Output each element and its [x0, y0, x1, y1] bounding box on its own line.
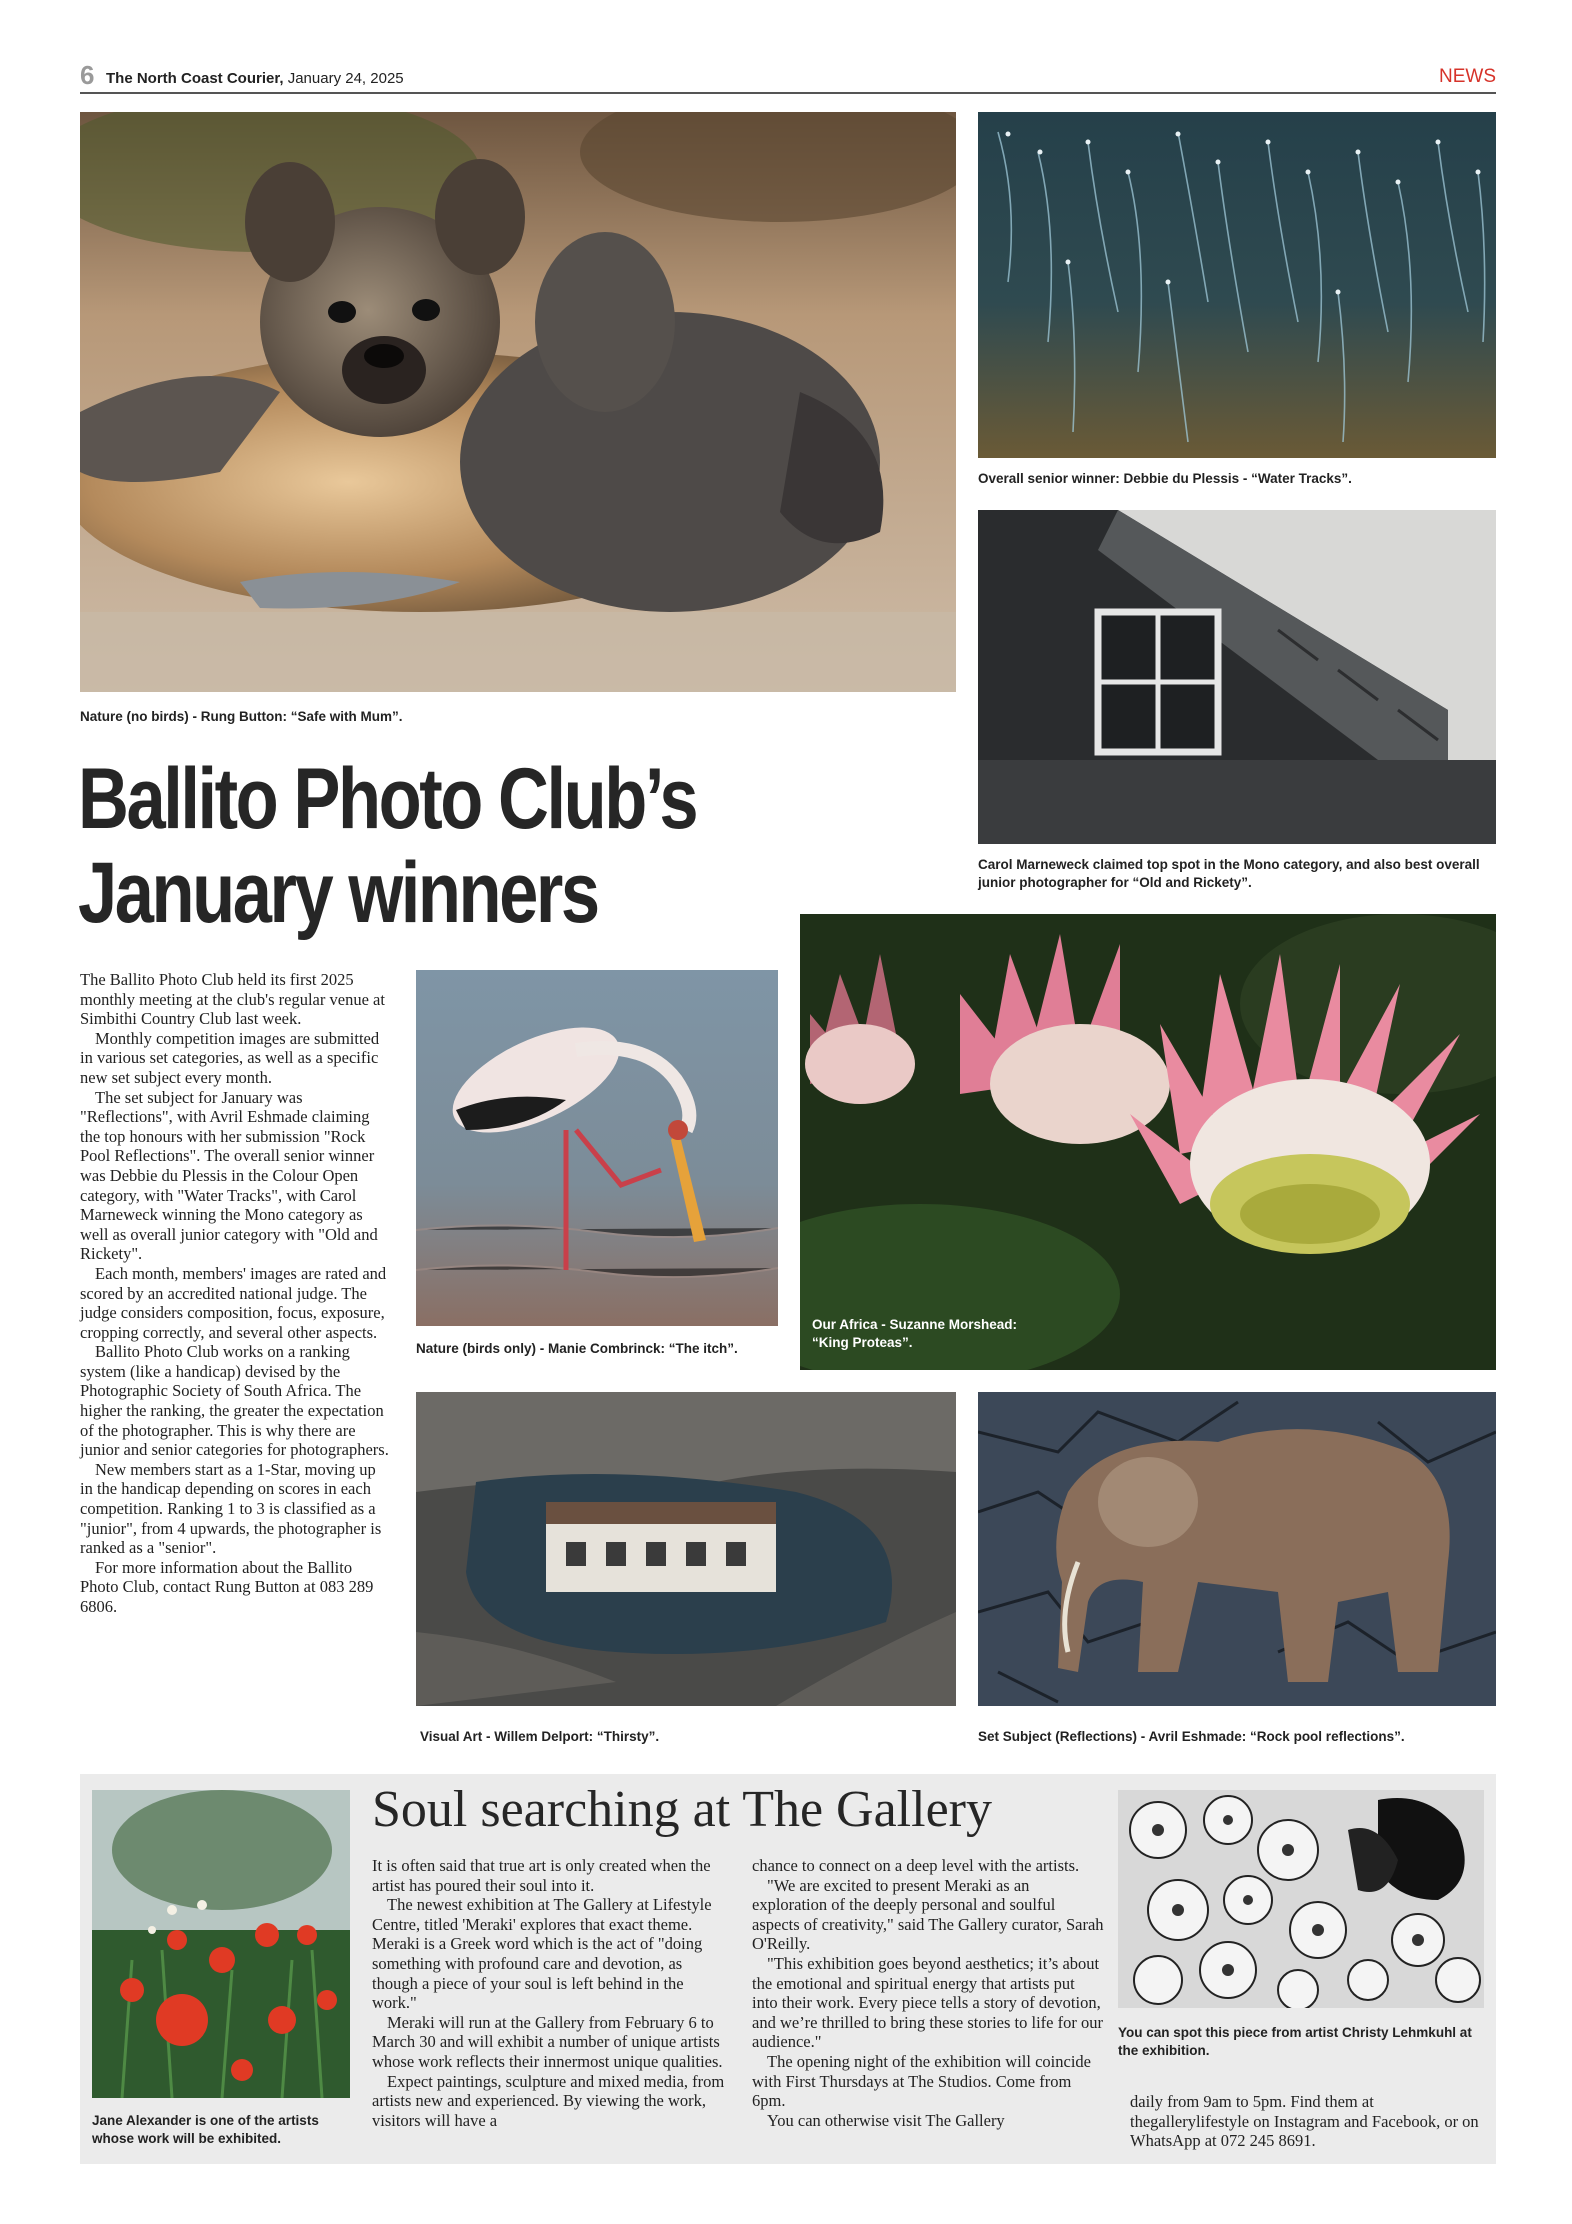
old-and-rickety-caption: Carol Marneweck claimed top spot in the Mono category, and also best overall junior photographer for “Old and Rickety”.	[978, 857, 1480, 890]
jane-alexander-caption: Jane Alexander is one of the artists whose work will be exhibited.	[92, 2113, 319, 2146]
article-headline	[78, 751, 697, 941]
hyena-photo	[80, 112, 956, 692]
header-rule	[80, 92, 1496, 94]
gallery-paragraph: It is often said that true art is only created when the artist has poured their soul into it.	[372, 1856, 711, 1895]
jane-alexander-painting	[92, 1790, 350, 2098]
issue-date: January 24, 2025	[287, 70, 404, 87]
gallery-paragraph: "This exhibition goes beyond aesthetics; it’s about the emotional and spiritual energy that artists put into their work. Every piece tells a story of devotion, and we’re thrilled to bring these stories to life for our audience."	[752, 1953, 1103, 2052]
old-and-rickety-photo	[978, 510, 1496, 844]
the-itch-photo	[416, 970, 778, 1326]
rock-pool-reflections-photo	[978, 1392, 1496, 1706]
article-body	[80, 970, 392, 1617]
christy-lehmkuhl-caption: You can spot this piece from artist Christy Lehmkuhl at the exhibition.	[1118, 2025, 1472, 2058]
king-proteas-caption	[812, 1316, 1112, 1352]
thirsty-photo	[416, 1392, 956, 1706]
article-paragraph: The set subject for January was "Reflections", with Avril Eshmade claiming the top honours with her submission "Rock Pool Reflections". The overall senior winner was Debbie du Plessis in the Colour Open category, with "Water Tracks", with Carol Marneweck winning the Mono category as well as overall junior category with "Old and Rickety".	[80, 1087, 378, 1264]
article-paragraph: For more information about the Ballito Photo Club, contact Rung Button at 083 289 6806.	[80, 1557, 374, 1616]
article-paragraph: Monthly competition images are submitted in various set categories, as well as a specific new set subject every month.	[80, 1028, 380, 1087]
paper-name: The North Coast Courier,	[106, 70, 284, 87]
article-paragraph: Ballito Photo Club works on a ranking system (like a handicap) devised by the Photographic Society of South Africa. The higher the ranking, the greater the expectation of the photographer. This is why there are junior and senior categories for photographers.	[80, 1342, 389, 1460]
headline-line-2: January winners	[78, 845, 598, 941]
gallery-column-3	[1130, 2092, 1486, 2151]
paper-masthead	[106, 70, 404, 87]
article-paragraph: New members start as a 1-Star, moving up in the handicap depending on scores in each competition. Ranking 1 to 3 is classified as a "junior", from 4 upwards, the photographer is ranked as a "senior".	[80, 1459, 382, 1558]
the-itch-caption: Nature (birds only) - Manie Combrinck: “The itch”.	[416, 1341, 738, 1356]
king-proteas-caption-line-2: “King Proteas”.	[812, 1335, 913, 1350]
gallery-paragraph: The opening night of the exhibition will coincide with First Thursdays at The Studios. Come from 6pm.	[752, 2051, 1091, 2111]
gallery-paragraph: chance to connect on a deep level with the artists.	[752, 1856, 1080, 1875]
gallery-paragraph: You can otherwise visit The Gallery	[767, 2110, 1005, 2130]
king-proteas-caption-line-1: Our Africa - Suzanne Morshead:	[812, 1317, 1018, 1332]
section-label: NEWS	[1439, 66, 1496, 87]
gallery-paragraph: The newest exhibition at The Gallery at Lifestyle Centre, titled 'Meraki' explores that exact theme. Meraki is a Greek word which is the act of "doing something with profound care and devotion, as though a piece of your soul is left behind in the work."	[372, 1895, 712, 2013]
gallery-paragraph: Meraki will run at the Gallery from February 6 to March 30 and will exhibit a number of unique artists whose work reflects their innermost unique qualities.	[372, 2012, 723, 2071]
king-proteas-photo	[800, 914, 1496, 1370]
page-number: 6	[80, 60, 95, 90]
article-paragraph: Each month, members' images are rated and scored by an accredited national judge. The judge considers composition, focus, exposure, cropping correctly, and several other aspects.	[80, 1263, 387, 1342]
gallery-paragraph: daily from 9am to 5pm. Find them at thegallerylifestyle on Instagram and Facebook, or on WhatsApp at 072 245 8691.	[1130, 2092, 1479, 2151]
headline-line-1: Ballito Photo Club’s	[78, 751, 697, 847]
gallery-column-1	[372, 1856, 732, 2130]
water-tracks-photo	[978, 112, 1496, 458]
gallery-column-2	[752, 1856, 1104, 2130]
thirsty-caption: Visual Art - Willem Delport: “Thirsty”.	[420, 1729, 660, 1744]
gallery-paragraph: Expect paintings, sculpture and mixed media, from artists new and experienced. By viewing the work, visitors will have a	[372, 2071, 725, 2130]
gallery-headline: Soul searching at The Gallery	[372, 1781, 992, 1838]
rock-pool-reflections-caption: Set Subject (Reflections) - Avril Eshmade: “Rock pool reflections”.	[978, 1729, 1405, 1744]
christy-lehmkuhl-artwork	[1118, 1790, 1484, 2008]
gallery-paragraph: "We are excited to present Meraki as an exploration of the deeply personal and soulful aspects of creativity," said The Gallery curator, Sarah O'Reilly.	[752, 1875, 1104, 1954]
hyena-caption: Nature (no birds) - Rung Button: “Safe with Mum”.	[80, 709, 403, 724]
article-paragraph: The Ballito Photo Club held its first 2025 monthly meeting at the club's regular venue at Simbithi Country Club last week.	[80, 970, 385, 1029]
water-tracks-caption: Overall senior winner: Debbie du Plessis - “Water Tracks”.	[978, 471, 1352, 486]
